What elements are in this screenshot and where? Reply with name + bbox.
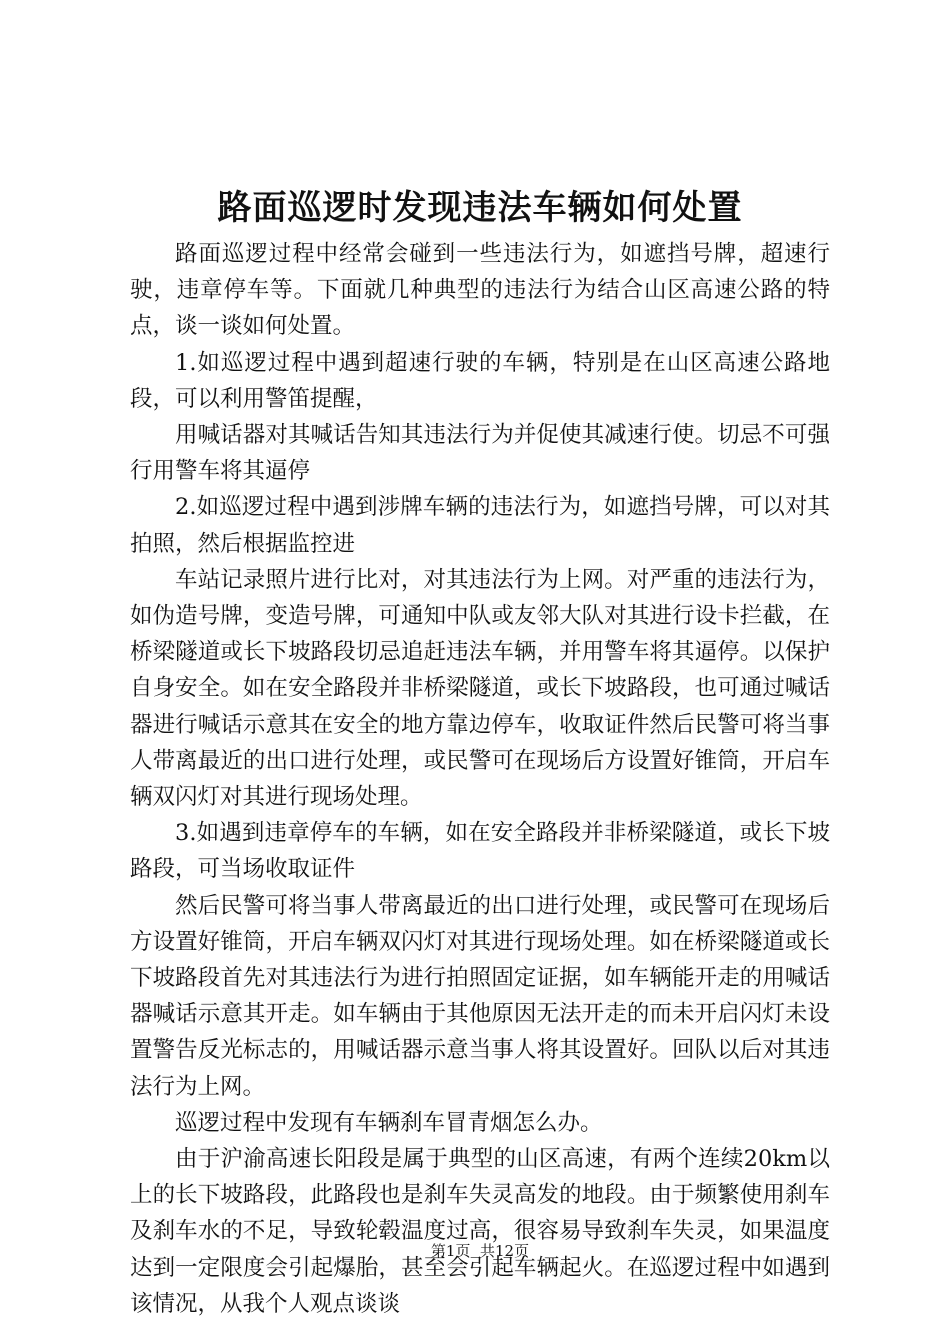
- paragraph: 巡逻过程中发现有车辆刹车冒青烟怎么办。: [175, 1109, 603, 1136]
- document-body: [130, 236, 830, 1322]
- page-total: 共12页: [480, 1242, 530, 1260]
- paragraph: 由于沪渝高速长阳段是属于典型的山区高速，有两个连续20km以上的长下坡路段，此路段也是刹车失灵高发的地段。由于频繁使用刹车及刹车水的不足，导致轮毂温度过高，很容易导致刹车失灵，如果温度达到一定限度会引起爆胎，甚至会引起车辆起火。在巡逻过程中如遇到该情况，从我个人观点谈谈: [130, 1146, 830, 1317]
- paragraph: 路面巡逻过程中经常会碰到一些违法行为，如遮挡号牌，超速行驶，违章停车等。下面就几种典型的违法行为结合山区高速公路的特点，谈一谈如何处置。: [130, 241, 830, 340]
- paragraph: 车站记录照片进行比对，对其违法行为上网。对严重的违法行为，如伪造号牌，变造号牌，可通知中队或友邻大队对其进行设卡拦截，在桥梁隧道或长下坡路段切忌追赶违法车辆，并用警车将其逼停。以保护自身安全。如在安全路段并非桥梁隧道，或长下坡路段，也可通过喊话器进行喊话示意其在安全的地方靠边停车，收取证件然后民警可将当事人带离最近的出口进行处理，或民警可在现场后方设置好锥筒，开启车辆双闪灯对其进行现场处理。: [130, 566, 830, 811]
- paragraph: 3.如遇到违章停车的车辆，如在安全路段并非桥梁隧道，或长下坡路段，可当场收取证件: [130, 820, 830, 883]
- page-footer: [130, 1241, 830, 1261]
- paragraph: 1.如巡逻过程中遇到超速行驶的车辆，特别是在山区高速公路地段，可以利用警笛提醒，: [130, 349, 830, 412]
- paragraph: 然后民警可将当事人带离最近的出口进行处理，或民警可在现场后方设置好锥筒，开启车辆双闪灯对其进行现场处理。如在桥梁隧道或长下坡路段首先对其违法行为进行拍照固定证据，如车辆能开走的用喊话器喊话示意其开走。如车辆由于其他原因无法开走的而未开启闪灯未设置警告反光标志的，用喊话器示意当事人将其设置好。回队以后对其违法行为上网。: [130, 892, 830, 1100]
- paragraph: 2.如巡逻过程中遇到涉牌车辆的违法行为，如遮挡号牌，可以对其拍照，然后根据监控进: [130, 494, 830, 557]
- page-number: 第1页: [430, 1242, 471, 1260]
- paragraph: 用喊话器对其喊话告知其违法行为并促使其减速行使。切忌不可强行用警车将其逼停: [130, 422, 830, 485]
- document-title: 路面巡逻时发现违法车辆如何处置: [217, 188, 743, 228]
